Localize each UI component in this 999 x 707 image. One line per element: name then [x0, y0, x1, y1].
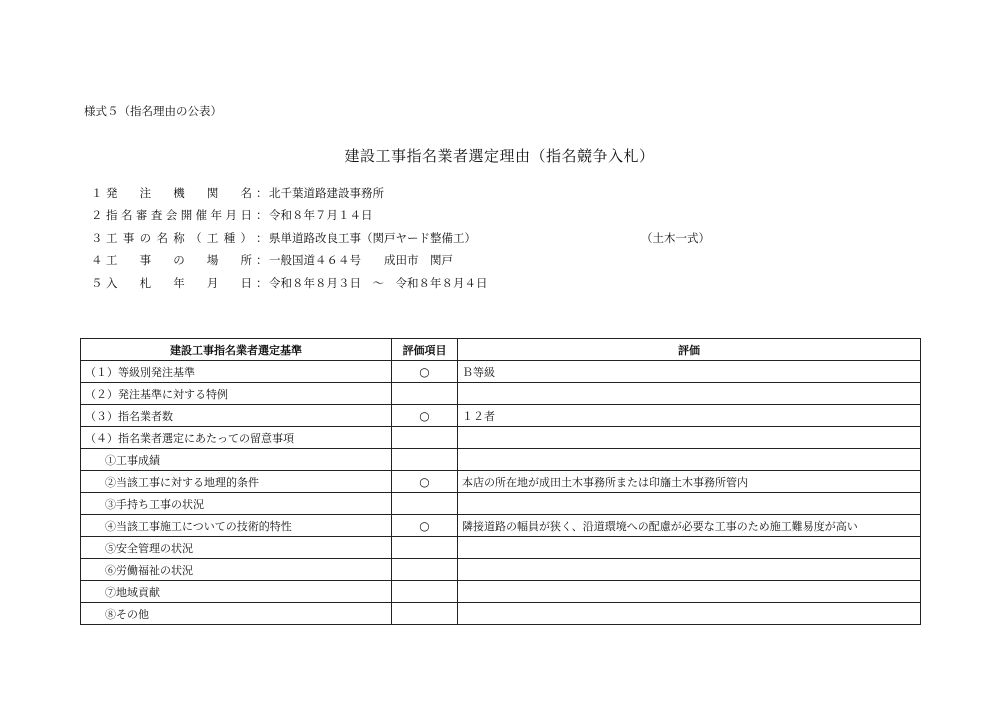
info-label-char: 入: [106, 276, 118, 290]
info-colon: ：: [256, 208, 268, 222]
criterion-cell: ②当該工事に対する地理的条件: [81, 471, 392, 493]
form-label: 様式５（指名理由の公表）: [84, 104, 222, 118]
evaluation-cell: 隣接道路の幅員が狭く、沿道環境への配慮が必要な工事のため施工難易度が高い: [458, 515, 921, 537]
info-number: １: [91, 186, 103, 200]
info-colon: ：: [256, 253, 268, 267]
info-label-char: 工: [206, 231, 219, 245]
criterion-cell: （３）指名業者数: [81, 405, 392, 427]
evaluation-cell: [458, 427, 921, 449]
info-label-char: ）: [240, 231, 252, 245]
criterion-cell: ⑥労働福祉の状況: [81, 559, 392, 581]
mark-cell: [392, 559, 458, 581]
mark-cell: [392, 537, 458, 559]
info-colon: ：: [256, 276, 268, 290]
criterion-cell: ⑦地域貢献: [81, 581, 392, 603]
mark-cell: [392, 603, 458, 625]
header-evaluation-item: 評価項目: [392, 339, 458, 361]
info-label-char: 月: [206, 276, 219, 290]
info-label-char: 名: [120, 208, 133, 222]
info-label-char: 査: [150, 208, 163, 222]
criterion-cell: （２）発注基準に対する特例: [81, 383, 392, 405]
evaluation-cell: [458, 493, 921, 515]
info-label-char: （: [190, 231, 202, 245]
info-colon: ：: [256, 186, 268, 200]
info-label: [106, 230, 252, 246]
criterion-cell: ⑤安全管理の状況: [81, 537, 392, 559]
info-label-char: 会: [165, 208, 178, 222]
info-value: 令和８年７月１４日: [269, 208, 373, 222]
info-label-char: の: [173, 253, 185, 267]
table-row: [81, 449, 921, 471]
info-label-char: 催: [195, 208, 208, 222]
evaluation-cell: [458, 537, 921, 559]
info-label-char: 発: [106, 186, 118, 200]
info-label-char: 事: [122, 231, 135, 245]
info-number: ３: [91, 231, 103, 245]
table-row: [81, 515, 921, 537]
table-row: [81, 603, 921, 625]
mark-cell: ○: [392, 361, 458, 383]
info-label-char: 工: [106, 231, 118, 245]
info-label-char: 種: [223, 231, 236, 245]
mark-cell: [392, 493, 458, 515]
mark-cell: [392, 427, 458, 449]
evaluation-cell: [458, 559, 921, 581]
info-label-char: 関: [206, 186, 219, 200]
info-label-char: 機: [173, 186, 185, 200]
info-label-char: 所: [240, 253, 252, 267]
info-label-char: 場: [206, 253, 219, 267]
evaluation-cell: Ｂ等級: [458, 361, 921, 383]
info-label-char: 指: [106, 208, 118, 222]
info-label: [106, 275, 252, 291]
info-number: ４: [91, 253, 103, 267]
info-label-char: 工: [106, 253, 118, 267]
info-label-char: 開: [180, 208, 193, 222]
criterion-cell: ③手持ち工事の状況: [81, 493, 392, 515]
header-evaluation: 評価: [458, 339, 921, 361]
mark-cell: [392, 581, 458, 603]
info-label-char: 月: [225, 208, 237, 222]
table-row: [81, 383, 921, 405]
info-label-char: 審: [135, 208, 148, 222]
info-label: [106, 207, 252, 223]
mark-cell: ○: [392, 405, 458, 427]
info-label-char: 日: [240, 208, 252, 222]
table-row: [81, 361, 921, 383]
evaluation-cell: 本店の所在地が成田土木事務所または印旛土木事務所管内: [458, 471, 921, 493]
evaluation-cell: [458, 383, 921, 405]
info-colon: ：: [256, 231, 268, 245]
evaluation-cell: [458, 581, 921, 603]
criterion-cell: ⑧その他: [81, 603, 392, 625]
table-row: [81, 537, 921, 559]
mark-cell: [392, 449, 458, 471]
info-value: 県単道路改良工事（関戸ヤード整備工）: [269, 231, 476, 245]
mark-cell: ○: [392, 515, 458, 537]
evaluation-cell: [458, 603, 921, 625]
header-criteria: 建設工事指名業者選定基準: [81, 339, 392, 361]
mark-cell: [392, 383, 458, 405]
info-value: 北千葉道路建設事務所: [269, 186, 384, 200]
table-row: [81, 405, 921, 427]
info-label: [106, 252, 252, 268]
info-label-char: 事: [139, 253, 152, 267]
info-label-char: 年: [210, 208, 223, 222]
info-label-char: 名: [240, 186, 252, 200]
info-label-char: 名: [156, 231, 168, 245]
info-label-char: 称: [173, 231, 185, 245]
table-row: [81, 559, 921, 581]
mark-cell: ○: [392, 471, 458, 493]
info-label: [106, 185, 252, 201]
table-header-row: [81, 339, 921, 361]
info-label-char: の: [139, 231, 152, 245]
table-row: [81, 493, 921, 515]
document-title: 建設工事指名業者選定理由（指名競争入札）: [344, 147, 655, 165]
info-value: 一般国道４６４号 成田市 関戸: [269, 253, 453, 267]
criterion-cell: （１）等級別発注基準: [81, 361, 392, 383]
info-number: ２: [91, 208, 103, 222]
info-label-char: 札: [139, 276, 152, 290]
info-label-char: 年: [173, 276, 185, 290]
evaluation-cell: [458, 449, 921, 471]
table-row: [81, 427, 921, 449]
table-row: [81, 581, 921, 603]
info-value-secondary: （土木一式）: [641, 231, 710, 245]
criterion-cell: ①工事成績: [81, 449, 392, 471]
criterion-cell: ④当該工事施工についての技術的特性: [81, 515, 392, 537]
evaluation-cell: １２者: [458, 405, 921, 427]
info-label-char: 注: [139, 186, 152, 200]
info-number: ５: [91, 276, 103, 290]
criteria-table: [80, 338, 921, 625]
table-row: [81, 471, 921, 493]
info-label-char: 日: [240, 276, 252, 290]
criterion-cell: （４）指名業者選定にあたっての留意事項: [81, 427, 392, 449]
info-value: 令和８年８月３日 ～ 令和８年８月４日: [269, 276, 488, 290]
